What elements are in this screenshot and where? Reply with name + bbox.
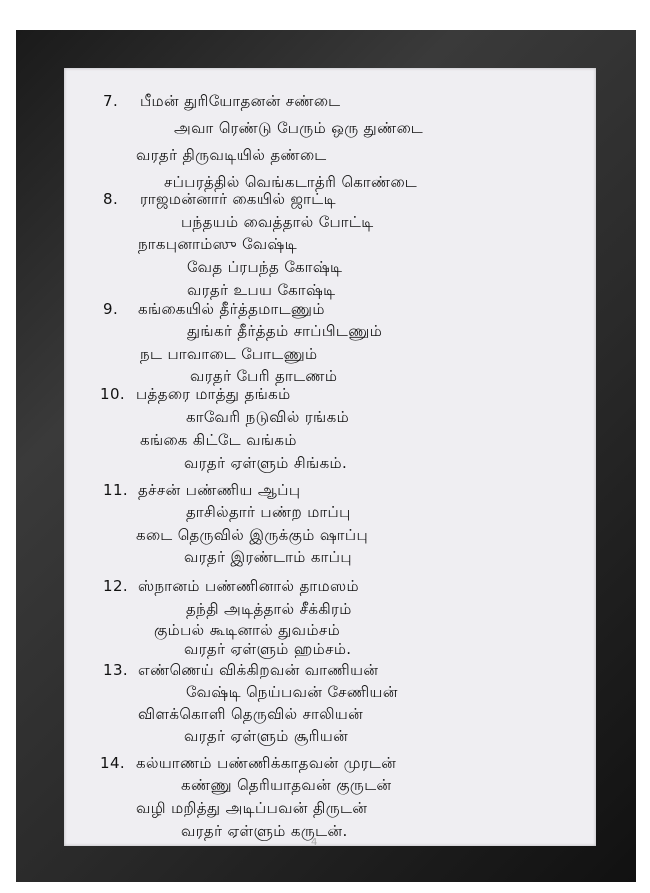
verse-line: பீமன் துரியோதனன் சண்டை (140, 92, 341, 110)
verse-line: தந்தி அடித்தால் சீக்கிரம் (186, 600, 352, 618)
verse-line: காவேரி நடுவில் ரங்கம் (186, 408, 350, 426)
verse-line: ராஜமன்னார் கையில் ஜாட்டி (140, 190, 336, 208)
verse-line: வரதர் உபய கோஷ்டி (187, 281, 336, 299)
verse-line: வரதர் இரண்டாம் காப்பு (184, 548, 352, 566)
verse-line: விளக்கொளி தெருவில் சாலியன் (138, 705, 364, 723)
verse-number: 7. (103, 92, 119, 110)
verse-number: 10. (100, 385, 126, 403)
verse-line: வரதர் ஏள்ளும் ஹம்சம். (184, 640, 352, 658)
verse-line: வரதர் ஏள்ளும் சிங்கம். (184, 454, 348, 472)
verse-line: கும்பல் கூடினால் துவம்சம் (154, 621, 341, 639)
verse-number: 8. (103, 190, 119, 208)
page-number: 4 (311, 837, 318, 848)
verse-line: ஸ்நானம் பண்ணினால் தாமஸம் (138, 577, 359, 595)
verse-number: 9. (103, 300, 119, 318)
verse-line: கங்கையில் தீர்த்தமாடணும் (138, 300, 325, 318)
verse-line: நாகபுனாம்ஸு வேஷ்டி (138, 235, 298, 253)
verse-line: வரதர் ஏள்ளும் கருடன். (181, 822, 348, 840)
verse-line: எண்ணெய் விக்கிறவன் வாணியன் (138, 661, 379, 679)
verse-line: வழி மறித்து அடிப்பவன் திருடன் (136, 799, 368, 817)
verse-line: தச்சன் பண்ணிய ஆப்பு (138, 481, 301, 499)
verse-line: கடை தெருவில் இருக்கும் ஷாப்பு (136, 526, 369, 544)
verse-line: நட பாவாடை போடணும் (140, 345, 318, 363)
verse-line: கல்யாணம் பண்ணிக்காதவன் முரடன் (136, 754, 397, 772)
verse-line: வேஷ்டி நெய்பவன் சேணியன் (186, 683, 398, 701)
verse-line: அவா ரெண்டு பேரும் ஒரு துண்டை (174, 119, 424, 137)
verse-line: வேத ப்ரபந்த கோஷ்டி (187, 258, 343, 276)
verse-line: சப்பரத்தில் வெங்கடாத்ரி கொண்டை (164, 173, 418, 191)
verse-number: 12. (103, 577, 129, 595)
verse-number: 14. (100, 754, 126, 772)
verse-line: கங்கை கிட்டே வங்கம் (140, 431, 297, 449)
verse-line: கண்ணு தெரியாதவன் குருடன் (181, 776, 392, 794)
verse-line: பந்தயம் வைத்தால் போட்டி (181, 213, 374, 231)
verse-line: பத்தரை மாத்து தங்கம் (136, 385, 291, 403)
verse-line: வரதர் பேரி தாடணம் (190, 367, 338, 385)
verse-number: 13. (103, 661, 129, 679)
verse-line: துங்கர் தீர்த்தம் சாப்பிடணும் (187, 322, 383, 340)
verse-line: வரதர் திருவடியில் தண்டை (136, 146, 327, 164)
verse-line: வரதர் ஏள்ளும் சூரியன் (184, 727, 349, 745)
verse-line: தாசில்தார் பண்ற மாப்பு (186, 503, 351, 521)
verse-number: 11. (103, 481, 129, 499)
